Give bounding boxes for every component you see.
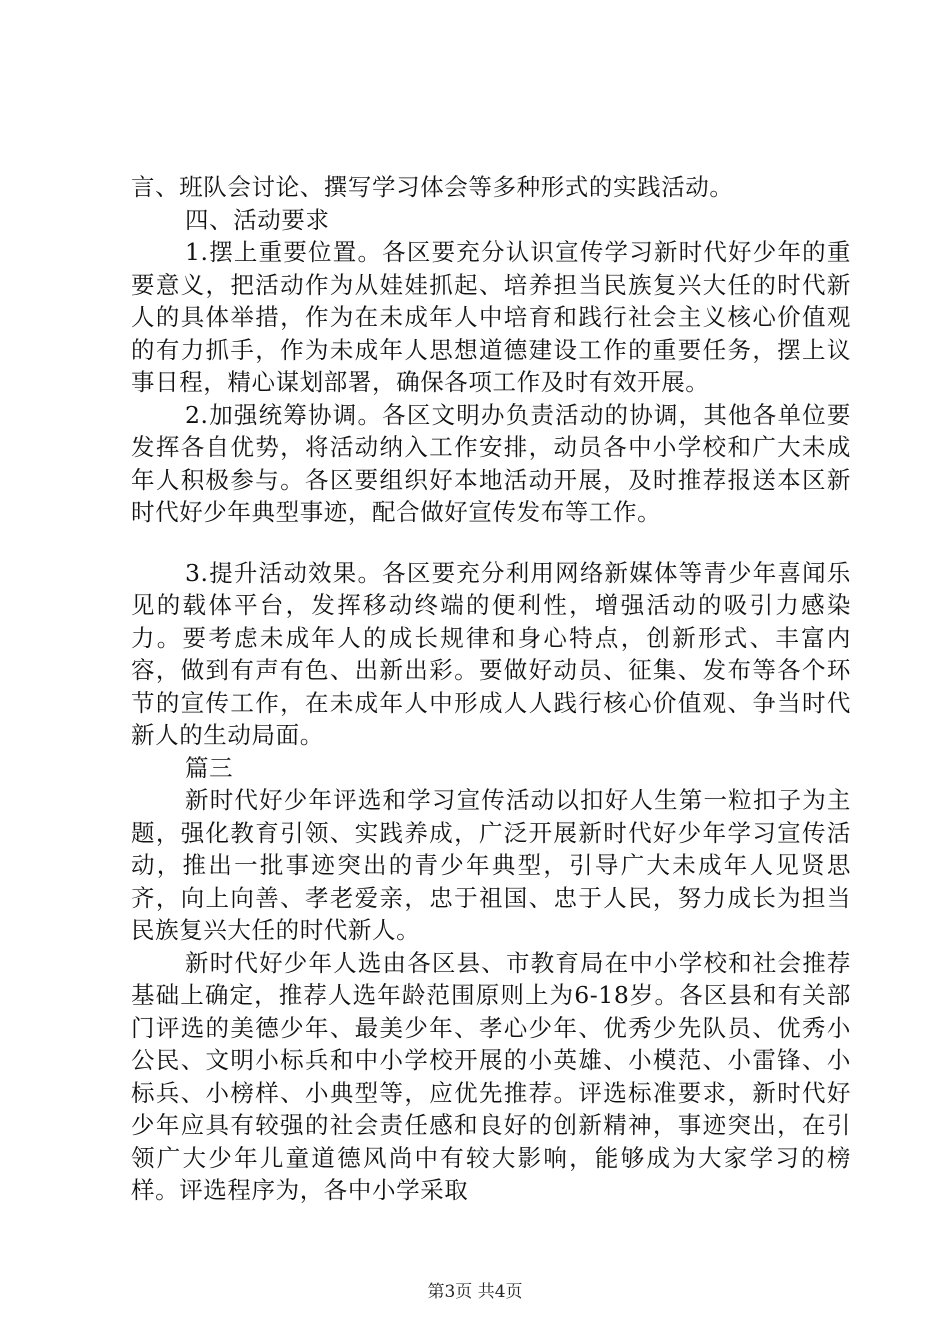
section-heading-activity-requirements: 四、活动要求 [185, 205, 330, 234]
document-body [131, 171, 851, 1207]
paragraph-selection-criteria: 新时代好少年人选由各区县、市教育局在中小学校和社会推荐基础上确定，推荐人选年龄范围原则上为6-18岁。各区县和有关部门评选的美德少年、最美少年、孝心少年、优秀少先队员、优秀小公民、文明小标兵和中小学校开展的小英雄、小模范、小雷锋、小标兵、小榜样、小典型等，应优先推荐。评选标准要求，新时代好少年应具有较强的社会责任感和良好的创新精神，事迹突出，在引领广大少年儿童道德风尚中有较大影响，能够成为大家学习的榜样。评选程序为，各中小学采取 [131, 948, 851, 1204]
page-footer: 第3页 共4页 [427, 1282, 523, 1302]
section-heading-part-three: 篇三 [185, 753, 234, 782]
paragraph-requirement-1: 1.摆上重要位置。各区要充分认识宣传学习新时代好少年的重要意义，把活动作为从娃娃抓起、培养担当民族复兴大任的时代新人的具体举措，作为在未成年人中培育和践行社会主义核心价值观的有力抓手，作为未成年人思想道德建设工作的重要任务，摆上议事日程，精心谋划部署，确保各项工作及时有效开展。 [131, 238, 851, 396]
paragraph-requirement-3: 3.提升活动效果。各区要充分利用网络新媒体等青少年喜闻乐见的载体平台，发挥移动终端的便利性，增强活动的吸引力感染力。要考虑未成年人的成长规律和身心特点，创新形式、丰富内容，做到有声有色、出新出彩。要做好动员、征集、发布等各个环节的宣传工作，在未成年人中形成人人践行核心价值观、争当时代新人的生动局面。 [131, 558, 851, 749]
paragraph-requirement-2: 2.加强统筹协调。各区文明办负责活动的协调，其他各单位要发挥各自优势，将活动纳入工作安排，动员各中小学校和广大未成年人积极参与。各区要组织好本地活动开展，及时推荐报送本区新时代好少年典型事迹，配合做好宣传发布等工作。 [131, 400, 851, 526]
paragraph-continuation: 言、班队会讨论、撰写学习体会等多种形式的实践活动。 [131, 173, 734, 201]
paragraph-part-three-intro: 新时代好少年评选和学习宣传活动以扣好人生第一粒扣子为主题，强化教育引领、实践养成，广泛开展新时代好少年学习宣传活动，推出一批事迹突出的青少年典型，引导广大未成年人见贤思齐，向上向善、孝老爱亲，忠于祖国、忠于人民，努力成长为担当民族复兴大任的时代新人。 [131, 786, 851, 944]
